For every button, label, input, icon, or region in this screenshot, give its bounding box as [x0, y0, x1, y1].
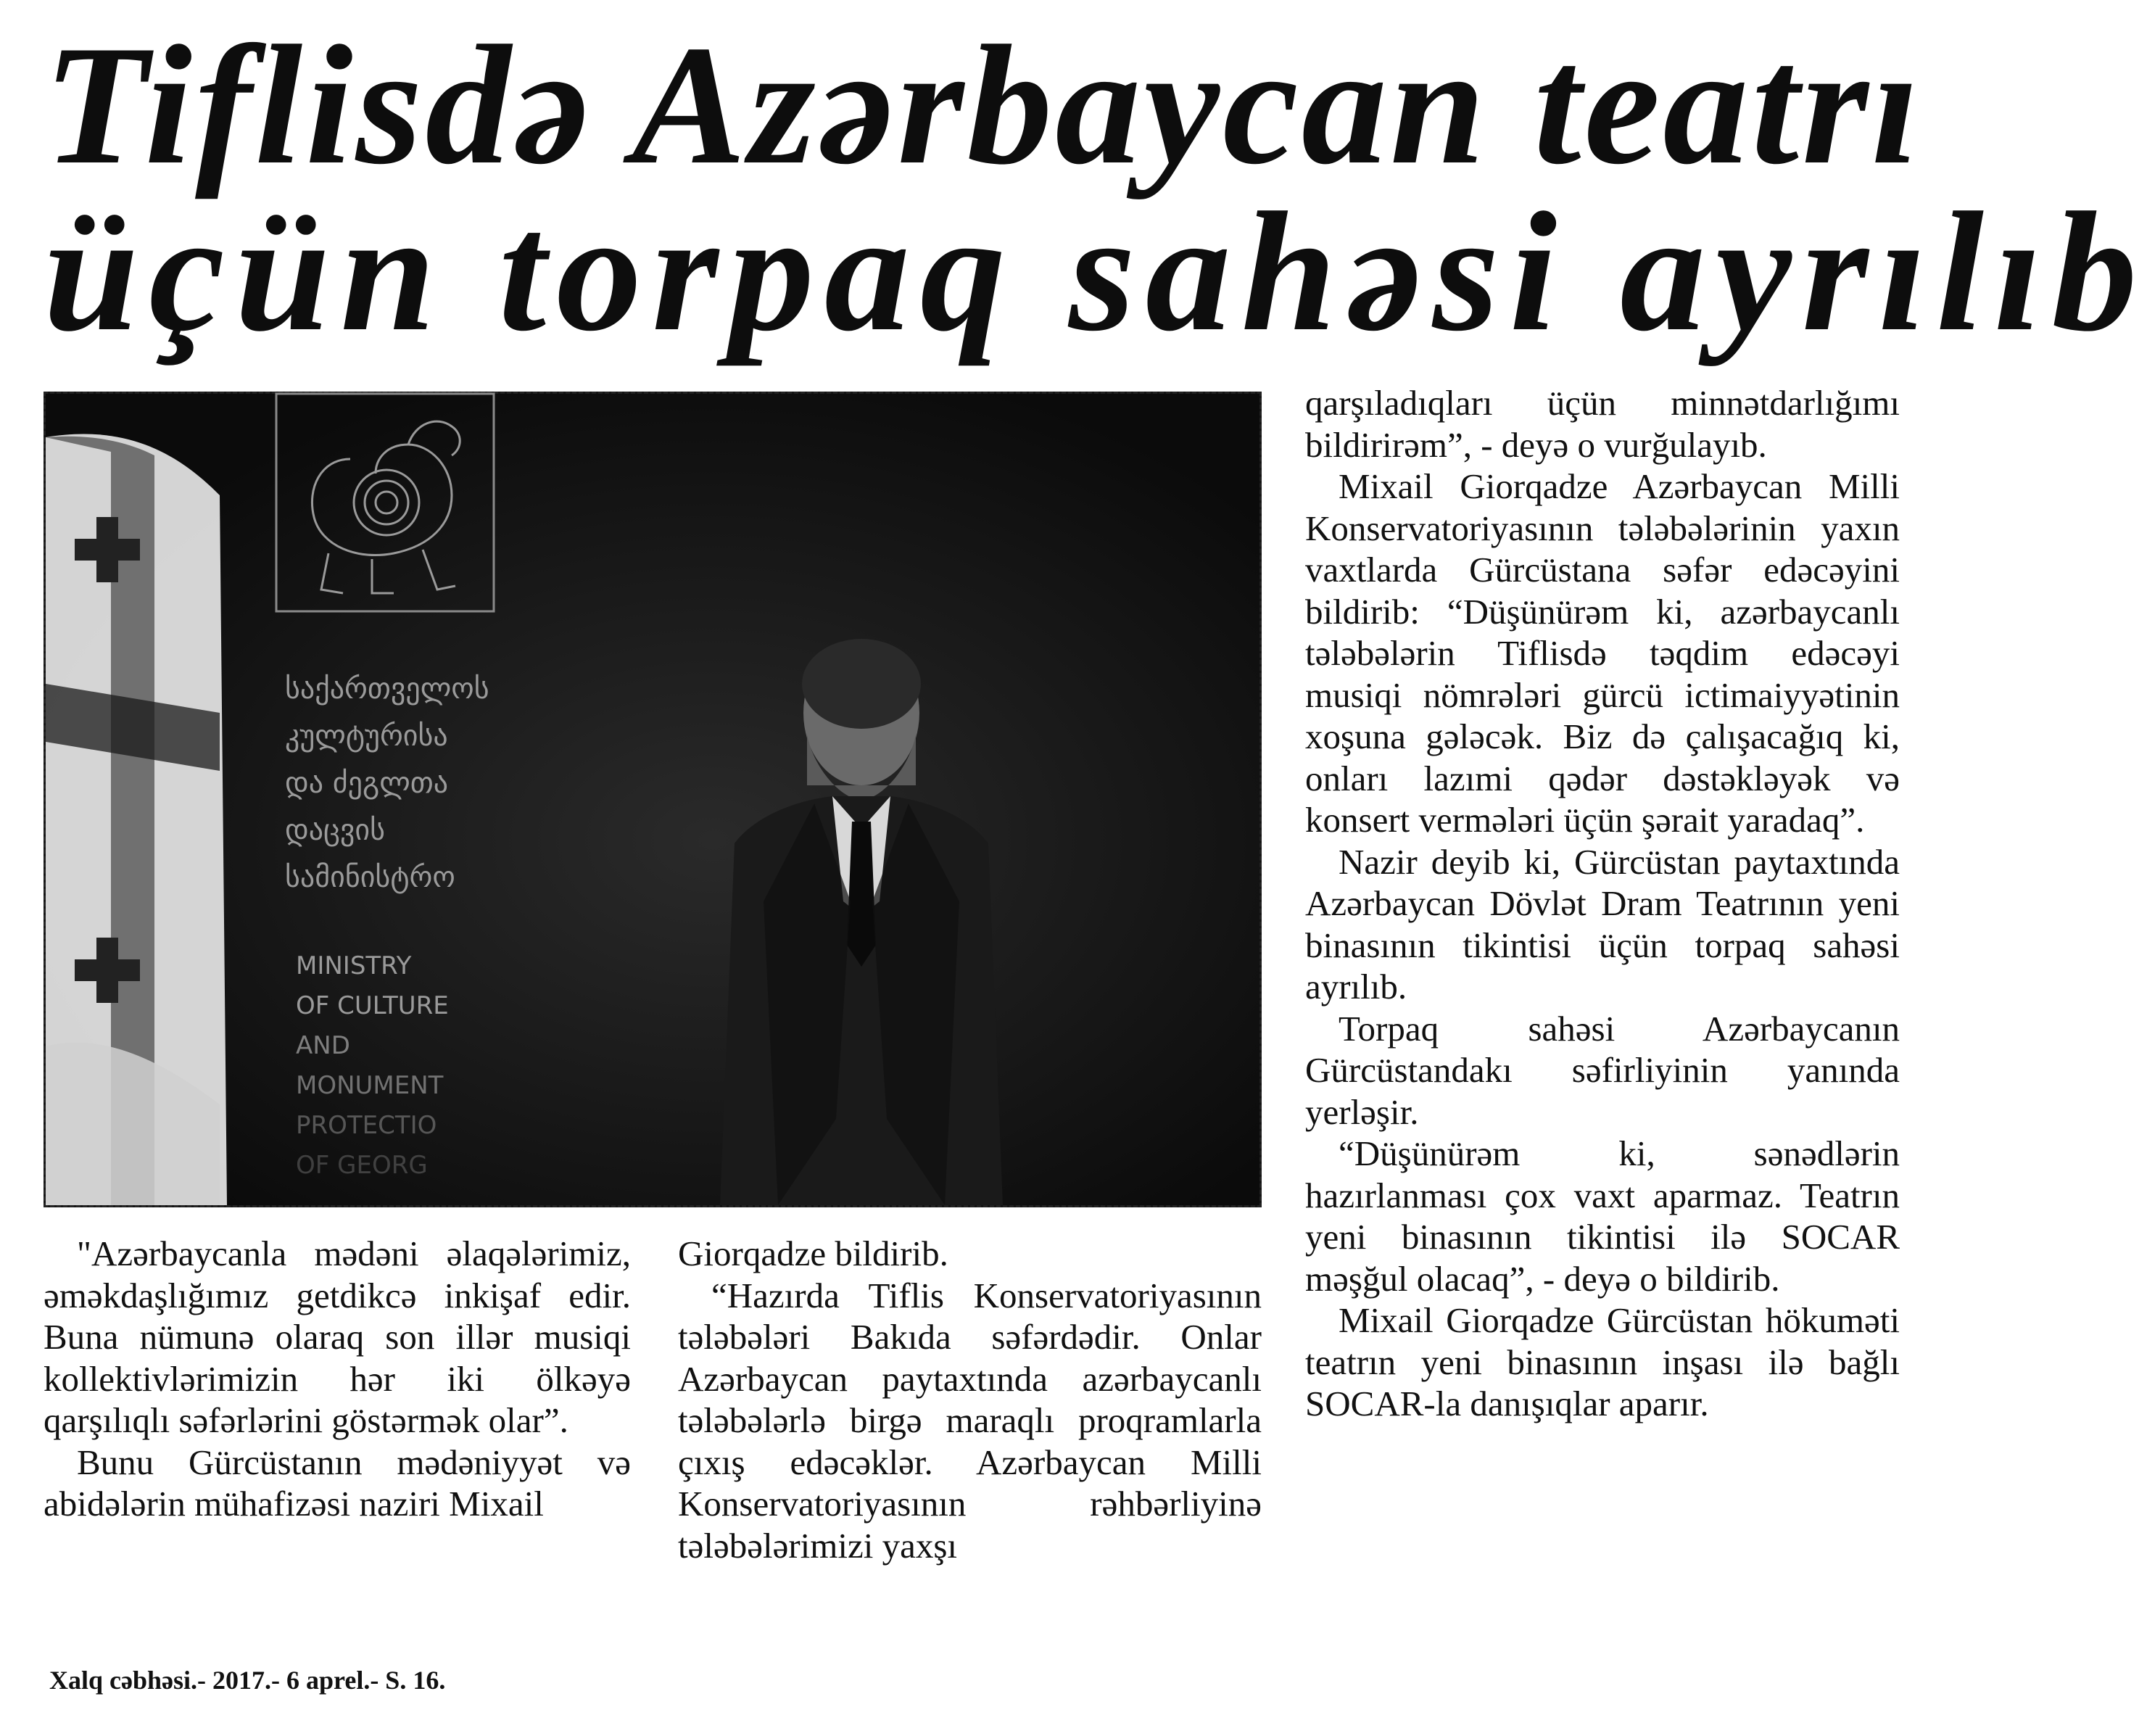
sign-english-2: OF CULTURE	[296, 991, 449, 1020]
source-citation: Xalq cəbhəsi.- 2017.- 6 aprel.- S. 16.	[49, 1666, 446, 1695]
sign-english-1: MINISTRY	[296, 951, 412, 980]
sign-georgian-3: და ძეგლთა	[285, 766, 449, 800]
paragraph: “Düşünürəm ki, sənədlərin hazırlanması çox vaxt aparmaz. Teatrın yeni binasının tikintisi ilə SOCAR məşğul olacaq”, - deyə o bildirib.	[1305, 1133, 1900, 1299]
sign-georgian-1: საქართველოს	[285, 672, 489, 706]
paragraph: Nazir deyib ki, Gürcüstan paytaxtında Azərbaycan Dövlət Dram Teatrının yeni binasının tikintisi üçün torpaq sahəsi ayrılıb.	[1305, 841, 1900, 1007]
paragraph: Bunu Gürcüstanın mədəniyyət və abidələrin mühafizəsi naziri Mixail	[44, 1442, 631, 1524]
sign-georgian-2: კულტურისა	[285, 719, 448, 753]
headline-line-2: üçün torpaq sahəsi ayrılıb	[44, 178, 2147, 367]
paragraph: qarşıladıqları üçün minnətdarlığımı bildirirəm”, - deyə o vurğulayıb.	[1305, 383, 1900, 465]
paragraph: "Azərbaycanla mədəni əlaqələrimiz, əməkdaşlığımız getdikcə inkişaf edir. Buna nümunə olaraq son illər musiqi kollektivlərimizin hər iki ölkəyə qarşılıqlı səfərlərini göstərmək olar”.	[44, 1233, 631, 1440]
article-column-3	[1305, 382, 1900, 1425]
sign-english-3: AND	[296, 1031, 350, 1060]
article-column-1	[44, 1233, 631, 1525]
article-photo	[44, 392, 1262, 1207]
headline-line-1: Tiflisdə Azərbaycan teatrı	[44, 11, 1922, 200]
paragraph: “Hazırda Tiflis Konservatoriyasının tələbələri Bakıda səfərdədir. Onlar Azərbaycan paytaxtında azərbaycanlı tələbələrlə birgə maraqlı proqramlarla çıxış edəcəklər. Azərbaycan Milli Konservatoriyasının rəhbərliyinə tələbələrimizi yaxşı	[678, 1275, 1262, 1566]
photo-illustration	[46, 394, 1259, 1205]
georgian-flag	[46, 434, 227, 1205]
paragraph: Mixail Giorqadze Gürcüstan hökuməti teatrın yeni binasının inşası ilə bağlı SOCAR-la danışıqlar aparır.	[1305, 1300, 1900, 1423]
paragraph: Giorqadze bildirib.	[678, 1233, 948, 1273]
sign-georgian-4: დაცვის	[285, 814, 385, 847]
paragraph: Torpaq sahəsi Azərbaycanın Gürcüstandakı səfirliyinin yanında yerləşir.	[1305, 1008, 1900, 1132]
sign-english-6: OF GEORG	[296, 1151, 428, 1180]
sign-georgian-5: სამინისტრო	[285, 861, 455, 894]
paragraph: Mixail Giorqadze Azərbaycan Milli Konservatoriyasının tələbələrinin yaxın vaxtlarda Gürcüstana səfər edəcəyini bildirib: “Düşünürəm ki, azərbaycanlı tələbələrin Tiflisdə təqdim edəcəyi musiqi nömrələri gürcü ictimaiyyətinin xoşuna gələcək. Biz də çalışacağıq ki, onları lazımi qədər dəstəkləyək və konsert vermələri üçün şərait yaradaq”.	[1305, 466, 1900, 840]
sign-english-5: PROTECTIO	[296, 1111, 437, 1140]
sign-english-4: MONUMENT	[296, 1071, 444, 1100]
article-column-2	[678, 1233, 1262, 1566]
